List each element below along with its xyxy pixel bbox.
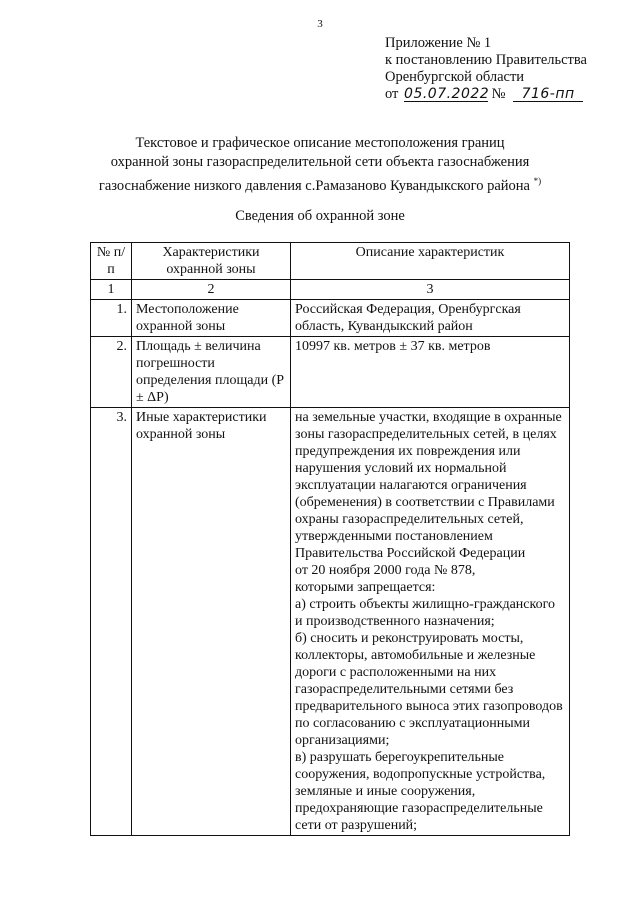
from-label: от <box>385 86 399 102</box>
table-row <box>91 408 570 836</box>
description-line: область, Кувандыкский район <box>295 319 473 334</box>
appendix-block <box>385 35 587 103</box>
description-line: 10997 кв. метров ± 37 кв. метров <box>295 339 491 354</box>
description-line: и производственного назначения; <box>295 614 495 629</box>
description-line: от 20 ноября 2000 года № 878, <box>295 563 476 578</box>
handwritten-date: 05.07.2022 <box>404 86 490 102</box>
description-line: сети от разрушений; <box>295 818 418 833</box>
section-heading: Сведения об охранной зоне <box>235 208 405 224</box>
description-line: предупреждения их повреждения или <box>295 444 521 459</box>
description-line: коллекторы, автомобильные и железные <box>295 648 536 663</box>
description-line: дороги с расположенными на них <box>295 665 497 680</box>
row-number: 1. <box>91 300 132 337</box>
description-line: Российская Федерация, Оренбургская <box>295 302 521 317</box>
description-line: охраны газораспределительных сетей, <box>295 512 524 527</box>
description-line: на земельные участки, входящие в охранные <box>295 410 562 425</box>
title-line-3-wrap <box>0 172 640 196</box>
header-num: № п/п <box>91 243 132 280</box>
header-description: Описание характеристик <box>291 243 570 280</box>
description-line: по согласованию с эксплуатационными <box>295 716 530 731</box>
handwritten-number: 716-пп <box>513 87 583 102</box>
row-characteristic: Местоположение охранной зоны <box>132 300 291 337</box>
index-cell-1: 1 <box>91 280 132 300</box>
description-line: которыми запрещается: <box>295 580 436 595</box>
row-description <box>291 300 570 337</box>
title-line-1: Текстовое и графическое описание местоположения границ <box>135 135 505 151</box>
description-line: Правительства Российской Федерации <box>295 546 526 561</box>
appendix-line-2: к постановлению Правительства <box>385 52 587 68</box>
description-line: нарушения условий их нормальной <box>295 461 507 476</box>
row-characteristic: Площадь ± величина погрешности определения площади (Р ± ΔР) <box>132 337 291 408</box>
zone-info-table <box>90 242 570 836</box>
description-line: а) строить объекты жилищно-гражданского <box>295 597 555 612</box>
footnote-mark: *) <box>533 176 542 186</box>
index-cell-2: 2 <box>132 280 291 300</box>
description-line: земляные и иные сооружения, <box>295 784 476 799</box>
number-label: № <box>491 86 506 102</box>
title-line-3: газоснабжение низкого давления с.Рамазаново Кувандыкского района <box>98 177 530 194</box>
row-characteristic: Иные характеристики охранной зоны <box>132 408 291 836</box>
row-number: 3. <box>91 408 132 836</box>
row-number: 2. <box>91 337 132 408</box>
row-description <box>291 408 570 836</box>
title-line-2: охранной зоны газораспределительной сети объекта газоснабжения <box>110 154 530 170</box>
description-line: утвержденными постановлением <box>295 529 493 544</box>
table-row <box>91 300 570 337</box>
row-description <box>291 337 570 408</box>
appendix-line-3: Оренбургской области <box>385 69 525 85</box>
table-row <box>91 337 570 408</box>
description-line: предохраняющие газораспределительные <box>295 801 543 816</box>
description-line: эксплуатации налагаются ограничения <box>295 478 527 493</box>
appendix-line-1: Приложение № 1 <box>385 35 492 51</box>
table-header-row <box>91 243 570 280</box>
description-line: б) сносить и реконструировать мосты, <box>295 631 524 646</box>
description-line: (обременения) в соответствии с Правилами <box>295 495 555 510</box>
appendix-date-line <box>385 86 587 103</box>
description-line: зоны газораспределительных сетей, в целях <box>295 427 557 442</box>
document-title <box>0 134 640 196</box>
header-characteristic: Характеристики охранной зоны <box>132 243 291 280</box>
table-index-row <box>91 280 570 300</box>
description-line: организациями; <box>295 733 390 748</box>
description-line: в) разрушать берегоукрепительные <box>295 750 505 765</box>
page-number: 3 <box>317 18 323 30</box>
description-line: сооружения, водопропускные устройства, <box>295 767 546 782</box>
index-cell-3: 3 <box>291 280 570 300</box>
description-line: газораспределительными сетями без <box>295 682 514 697</box>
description-line: предварительного выноса этих газопроводов <box>295 699 563 714</box>
